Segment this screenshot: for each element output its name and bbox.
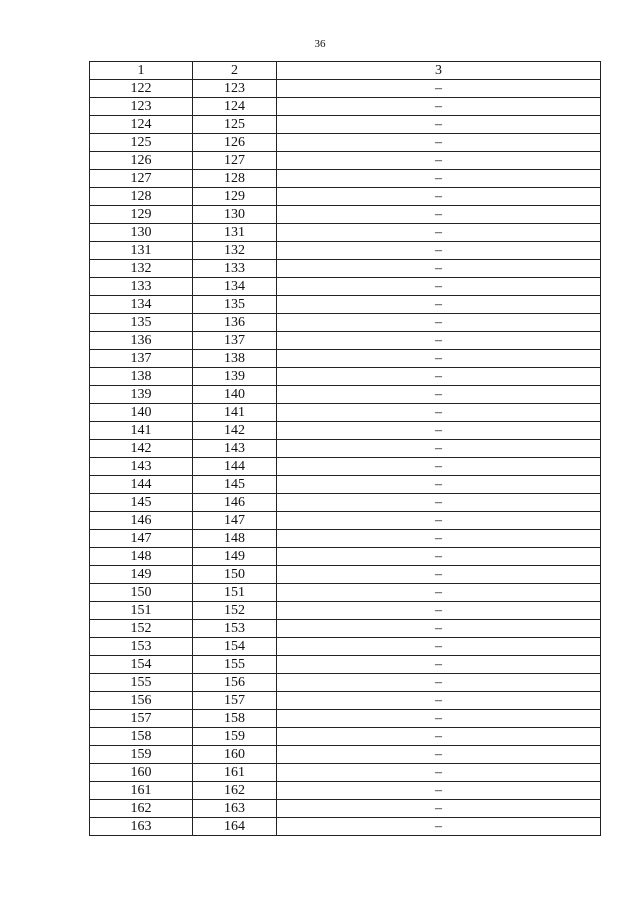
table-row [90,620,601,638]
cell-col-2: 162 [193,782,277,800]
cell-col-2: 130 [193,206,277,224]
table-row [90,152,601,170]
cell-col-1: 154 [90,656,193,674]
cell-col-2: 153 [193,620,277,638]
cell-col-2: 139 [193,368,277,386]
cell-col-3: – [277,458,601,476]
cell-col-3: – [277,116,601,134]
cell-col-3: – [277,566,601,584]
table-row [90,710,601,728]
cell-col-2: 136 [193,314,277,332]
cell-col-1: 128 [90,188,193,206]
cell-col-1: 158 [90,728,193,746]
table-row [90,800,601,818]
cell-col-1: 129 [90,206,193,224]
cell-col-1: 150 [90,584,193,602]
cell-col-1: 130 [90,224,193,242]
cell-col-2: 127 [193,152,277,170]
cell-col-1: 122 [90,80,193,98]
cell-col-2: 156 [193,674,277,692]
table-row [90,458,601,476]
cell-col-1: 146 [90,512,193,530]
cell-col-3: – [277,620,601,638]
cell-col-3: – [277,314,601,332]
cell-col-2: 128 [193,170,277,188]
cell-col-1: 136 [90,332,193,350]
cell-col-2: 160 [193,746,277,764]
table-row [90,602,601,620]
cell-col-2: 151 [193,584,277,602]
cell-col-1: 134 [90,296,193,314]
table-row [90,404,601,422]
cell-col-2: 133 [193,260,277,278]
table-row [90,80,601,98]
cell-col-1: 157 [90,710,193,728]
table-row [90,782,601,800]
cell-col-3: – [277,782,601,800]
cell-col-3: – [277,242,601,260]
cell-col-2: 154 [193,638,277,656]
data-table [89,61,601,836]
table-row [90,116,601,134]
cell-col-2: 148 [193,530,277,548]
cell-col-3: – [277,818,601,836]
cell-col-1: 151 [90,602,193,620]
table-row [90,638,601,656]
page-number: 36 [314,38,326,50]
table-row [90,692,601,710]
table-row [90,530,601,548]
table-row [90,440,601,458]
table-row [90,350,601,368]
cell-col-2: 129 [193,188,277,206]
table-row [90,242,601,260]
cell-col-3: – [277,494,601,512]
table-row [90,728,601,746]
cell-col-1: 142 [90,440,193,458]
cell-col-2: 143 [193,440,277,458]
cell-col-3: – [277,260,601,278]
cell-col-3: – [277,98,601,116]
table-header-row [90,62,601,80]
cell-col-3: – [277,134,601,152]
cell-col-3: – [277,278,601,296]
table-row [90,206,601,224]
cell-col-1: 131 [90,242,193,260]
cell-col-2: 147 [193,512,277,530]
cell-col-2: 164 [193,818,277,836]
cell-col-3: – [277,188,601,206]
column-header-2: 2 [193,62,277,80]
cell-col-3: – [277,152,601,170]
table-row [90,170,601,188]
cell-col-1: 139 [90,386,193,404]
cell-col-2: 126 [193,134,277,152]
cell-col-3: – [277,422,601,440]
cell-col-3: – [277,710,601,728]
table-row [90,278,601,296]
cell-col-2: 123 [193,80,277,98]
cell-col-3: – [277,386,601,404]
cell-col-3: – [277,332,601,350]
cell-col-1: 148 [90,548,193,566]
table-body [90,80,601,836]
cell-col-1: 125 [90,134,193,152]
column-header-1: 1 [90,62,193,80]
table-row [90,512,601,530]
cell-col-1: 160 [90,764,193,782]
table-row [90,494,601,512]
cell-col-2: 137 [193,332,277,350]
cell-col-1: 159 [90,746,193,764]
cell-col-1: 152 [90,620,193,638]
cell-col-3: – [277,656,601,674]
cell-col-2: 125 [193,116,277,134]
cell-col-3: – [277,692,601,710]
cell-col-2: 124 [193,98,277,116]
cell-col-3: – [277,800,601,818]
table-row [90,746,601,764]
cell-col-1: 126 [90,152,193,170]
cell-col-2: 140 [193,386,277,404]
cell-col-3: – [277,674,601,692]
cell-col-3: – [277,746,601,764]
cell-col-3: – [277,440,601,458]
table-row [90,422,601,440]
cell-col-2: 152 [193,602,277,620]
table-row [90,368,601,386]
table-row [90,296,601,314]
table-row [90,656,601,674]
cell-col-2: 161 [193,764,277,782]
cell-col-1: 163 [90,818,193,836]
cell-col-2: 155 [193,656,277,674]
table-row [90,764,601,782]
cell-col-3: – [277,404,601,422]
cell-col-3: – [277,476,601,494]
cell-col-1: 138 [90,368,193,386]
cell-col-3: – [277,368,601,386]
cell-col-1: 137 [90,350,193,368]
cell-col-2: 150 [193,566,277,584]
cell-col-3: – [277,548,601,566]
cell-col-1: 132 [90,260,193,278]
cell-col-1: 133 [90,278,193,296]
table-row [90,314,601,332]
cell-col-3: – [277,224,601,242]
cell-col-1: 147 [90,530,193,548]
cell-col-1: 161 [90,782,193,800]
cell-col-2: 131 [193,224,277,242]
cell-col-3: – [277,638,601,656]
cell-col-1: 143 [90,458,193,476]
cell-col-2: 134 [193,278,277,296]
table-row [90,566,601,584]
cell-col-3: – [277,80,601,98]
cell-col-1: 162 [90,800,193,818]
table-row [90,332,601,350]
cell-col-3: – [277,530,601,548]
cell-col-2: 144 [193,458,277,476]
cell-col-2: 158 [193,710,277,728]
table-row [90,584,601,602]
column-header-3: 3 [277,62,601,80]
cell-col-2: 142 [193,422,277,440]
table-row [90,224,601,242]
table-row [90,818,601,836]
cell-col-2: 163 [193,800,277,818]
table-row [90,134,601,152]
table-row [90,98,601,116]
cell-col-3: – [277,350,601,368]
cell-col-2: 141 [193,404,277,422]
cell-col-1: 144 [90,476,193,494]
cell-col-2: 138 [193,350,277,368]
cell-col-1: 123 [90,98,193,116]
cell-col-3: – [277,602,601,620]
cell-col-1: 153 [90,638,193,656]
cell-col-2: 132 [193,242,277,260]
cell-col-3: – [277,584,601,602]
cell-col-3: – [277,296,601,314]
table-row [90,548,601,566]
cell-col-3: – [277,170,601,188]
cell-col-1: 149 [90,566,193,584]
cell-col-1: 124 [90,116,193,134]
table-row [90,260,601,278]
table-row [90,188,601,206]
cell-col-3: – [277,764,601,782]
cell-col-3: – [277,728,601,746]
cell-col-1: 145 [90,494,193,512]
cell-col-2: 157 [193,692,277,710]
cell-col-2: 149 [193,548,277,566]
table-row [90,674,601,692]
cell-col-2: 145 [193,476,277,494]
cell-col-1: 135 [90,314,193,332]
cell-col-3: – [277,206,601,224]
table-row [90,476,601,494]
cell-col-1: 127 [90,170,193,188]
cell-col-1: 141 [90,422,193,440]
table-row [90,386,601,404]
cell-col-2: 159 [193,728,277,746]
cell-col-2: 146 [193,494,277,512]
cell-col-1: 156 [90,692,193,710]
cell-col-2: 135 [193,296,277,314]
cell-col-1: 140 [90,404,193,422]
cell-col-3: – [277,512,601,530]
cell-col-1: 155 [90,674,193,692]
